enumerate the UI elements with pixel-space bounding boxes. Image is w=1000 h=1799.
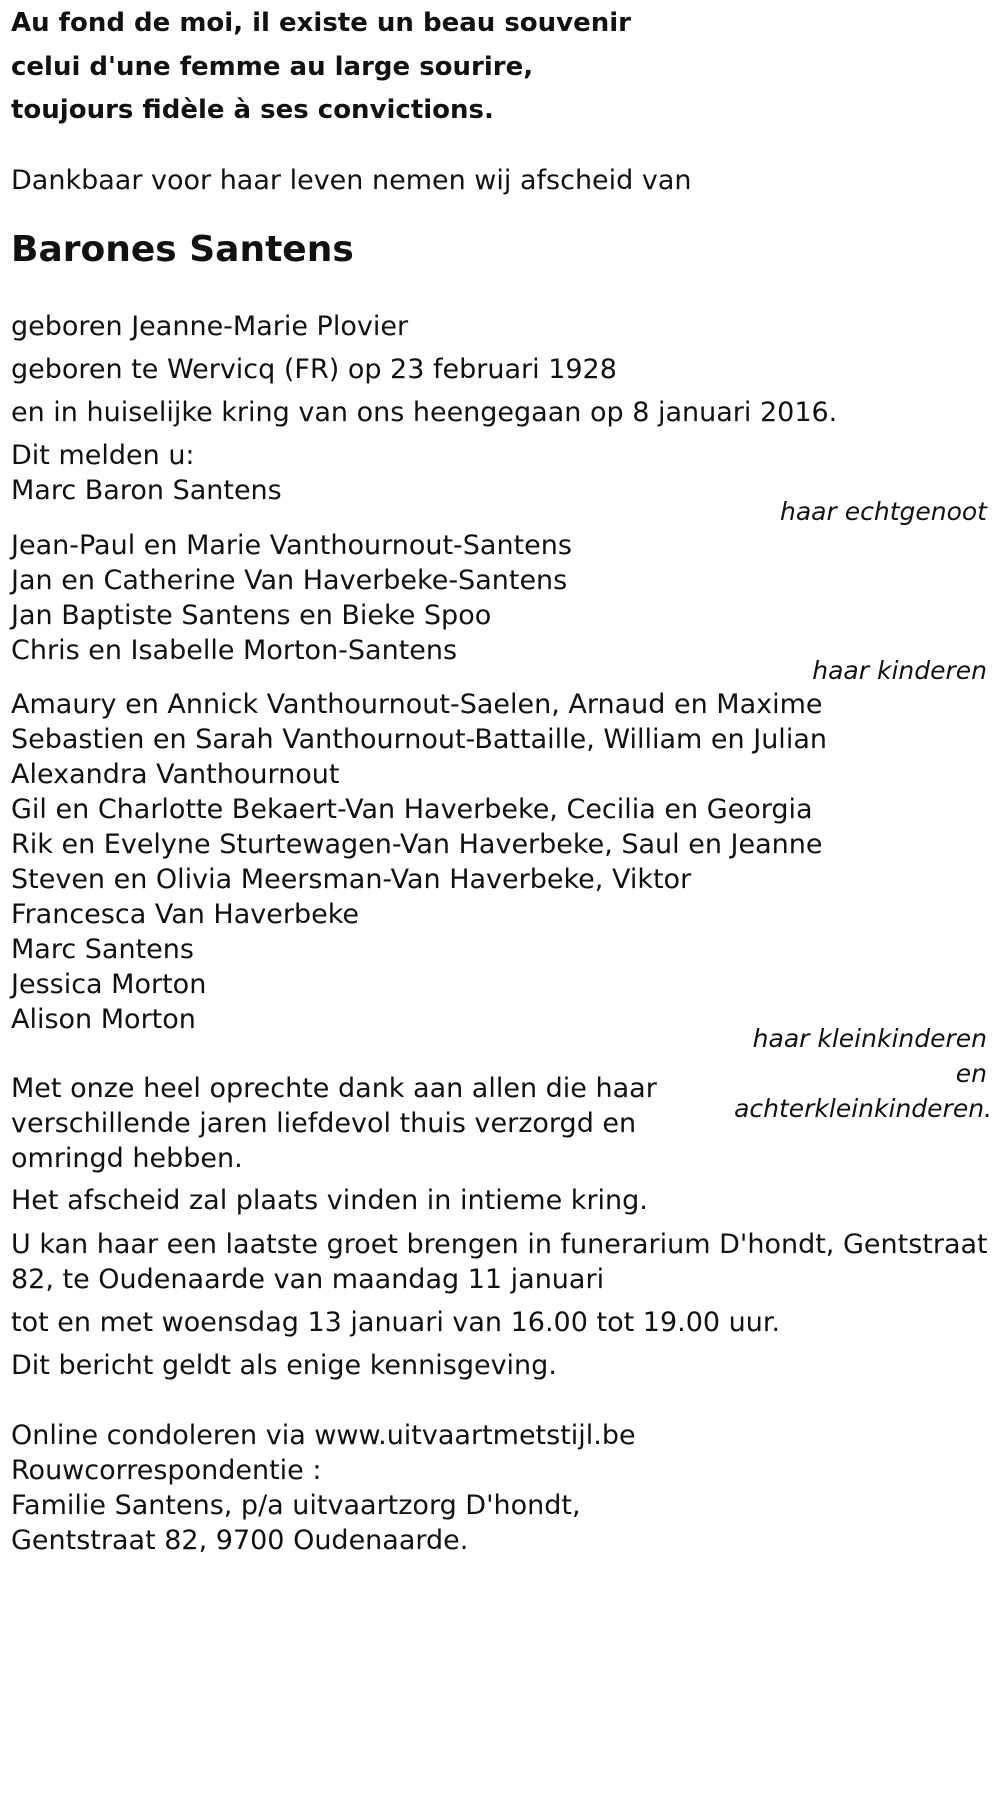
- announce-label: Dit melden u:: [11, 440, 195, 471]
- grandchild-9: Jessica Morton: [11, 969, 207, 1000]
- grandchildren-role-3: achterkleinkinderen.: [734, 1094, 992, 1123]
- poem-line-1: Au fond de moi, il existe un beau souvenir: [11, 8, 632, 38]
- thanks-line-2: verschillende jaren liefdevol thuis verzorgd en: [11, 1108, 637, 1139]
- thanks-line-3: omringd hebben.: [11, 1143, 243, 1174]
- grandchild-10: Alison Morton: [11, 1004, 196, 1035]
- poem-line-2: celui d'une femme au large sourire,: [11, 52, 534, 82]
- correspondence-label: Rouwcorrespondentie :: [11, 1455, 322, 1486]
- grandchild-3: Alexandra Vanthournout: [11, 759, 340, 790]
- grandchild-6: Steven en Olivia Meersman-Van Haverbeke, Viktor: [11, 864, 692, 895]
- thanks-line-1: Met onze heel oprechte dank aan allen die haar: [11, 1073, 657, 1104]
- grandchild-8: Marc Santens: [11, 934, 194, 965]
- visit-line-1: U kan haar een laatste groet brengen in funerarium D'hondt, Gentstraat: [11, 1229, 988, 1260]
- grandchildren-role-1: haar kleinkinderen: [752, 1024, 987, 1053]
- online-condolences: Online condoleren via www.uitvaartmetstijl.be: [11, 1420, 636, 1451]
- child-4: Chris en Isabelle Morton-Santens: [11, 635, 458, 666]
- notice-text: Dit bericht geldt als enige kennisgeving.: [11, 1350, 557, 1381]
- birth-date: geboren te Wervicq (FR) op 23 februari 1928: [11, 354, 617, 385]
- visit-line-3: tot en met woensdag 13 januari van 16.00 tot 19.00 uur.: [11, 1307, 781, 1338]
- grandchild-4: Gil en Charlotte Bekaert-Van Haverbeke, Cecilia en Georgia: [11, 794, 813, 825]
- visit-line-2: 82, te Oudenaarde van maandag 11 januari: [11, 1264, 605, 1295]
- correspondence-address-1: Familie Santens, p/a uitvaartzorg D'hondt,: [11, 1490, 581, 1521]
- children-role: haar kinderen: [812, 656, 987, 685]
- correspondence-address-2: Gentstraat 82, 9700 Oudenaarde.: [11, 1525, 469, 1556]
- grandchild-1: Amaury en Annick Vanthournout-Saelen, Arnaud en Maxime: [11, 689, 823, 720]
- birth-name: geboren Jeanne-Marie Plovier: [11, 311, 409, 342]
- intro-text: Dankbaar voor haar leven nemen wij afscheid van: [11, 165, 692, 196]
- child-3: Jan Baptiste Santens en Bieke Spoo: [11, 600, 492, 631]
- death-date: en in huiselijke kring van ons heengegaan op 8 januari 2016.: [11, 397, 838, 428]
- child-2: Jan en Catherine Van Haverbeke-Santens: [11, 565, 568, 596]
- spouse-name: Marc Baron Santens: [11, 475, 282, 506]
- grandchild-2: Sebastien en Sarah Vanthournout-Battaille, William en Julian: [11, 724, 827, 755]
- child-1: Jean-Paul en Marie Vanthournout-Santens: [11, 530, 572, 561]
- grandchild-7: Francesca Van Haverbeke: [11, 899, 360, 930]
- grandchildren-role-2: en: [955, 1059, 987, 1088]
- farewell-text: Het afscheid zal plaats vinden in intieme kring.: [11, 1185, 648, 1216]
- poem-line-3: toujours fidèle à ses convictions.: [11, 95, 494, 125]
- deceased-name: Barones Santens: [11, 229, 354, 270]
- spouse-role: haar echtgenoot: [780, 497, 987, 526]
- grandchild-5: Rik en Evelyne Sturtewagen-Van Haverbeke, Saul en Jeanne: [11, 829, 823, 860]
